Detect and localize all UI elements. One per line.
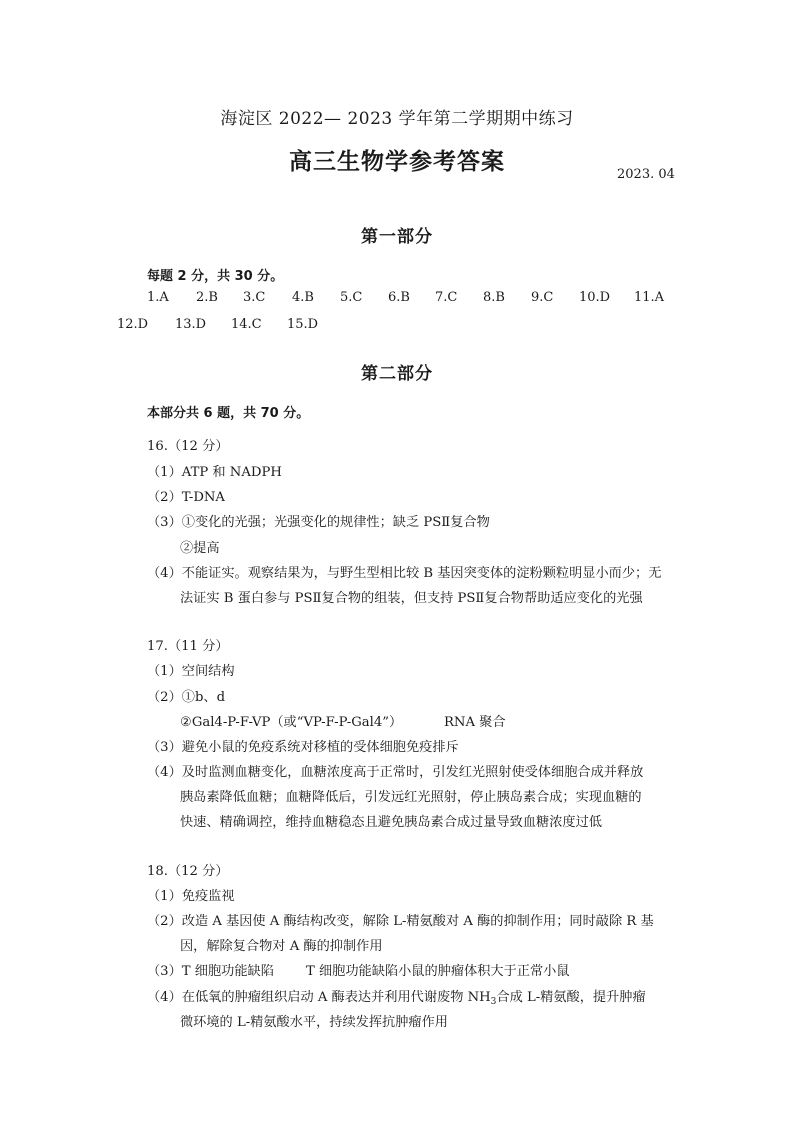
part2-heading: 第二部分: [361, 364, 433, 384]
q17-line: ②Gal4-P-F-VP（或“VP-F-P-Gal4”）: [180, 715, 403, 730]
answer-4: 4.B: [292, 290, 314, 305]
q18-line: 微环境的 L-精氨酸水平，持续发挥抗肿瘤作用: [180, 1015, 448, 1030]
answer-3: 3.C: [243, 290, 266, 305]
part2-note: 本部分共 6 题，共 70 分。: [147, 406, 310, 421]
answer-9: 9.C: [531, 290, 554, 305]
answer-8: 8.B: [483, 290, 505, 305]
q18-line: （2）改造 A 基因使 A 酶结构改变，解除 L-精氨酸对 A 酶的抑制作用；同时敲除 R 基: [147, 914, 654, 929]
answer-12: 12.D: [117, 317, 149, 332]
q16-line: （2）T-DNA: [147, 490, 225, 505]
answer-1: 1.A: [147, 290, 169, 305]
part1-heading: 第一部分: [361, 227, 433, 247]
q17-line: 胰岛素降低血糖；血糖降低后，引发远红光照射，停止胰岛素合成；实现血糖的: [180, 790, 642, 805]
q18-line: [147, 986, 646, 1007]
q17-line: RNA 聚合: [444, 715, 506, 730]
q16-line: 法证实 B 蛋白参与 PSⅡ复合物的组装，但支持 PSⅡ复合物帮助适应变化的光强: [180, 591, 643, 606]
q16-line: （3）①变化的光强；光强变化的规律性；缺乏 PSⅡ复合物: [147, 515, 490, 530]
q16-line: （1）ATP 和 NADPH: [147, 465, 282, 480]
q18-line: （1）免疫监视: [147, 889, 235, 904]
q16-heading: 16.（12 分）: [147, 439, 229, 454]
q17-line: （4）及时监测血糖变化，血糖浓度高于正常时，引发红光照射使受体细胞合成并释放: [147, 765, 644, 780]
document-subtitle: 高三生物学参考答案: [289, 149, 505, 175]
q17-line: （3）避免小鼠的免疫系统对移植的受体细胞免疫排斥: [147, 740, 459, 755]
answer-13: 13.D: [175, 317, 207, 332]
q18-line: 因，解除复合物对 A 酶的抑制作用: [180, 939, 383, 954]
answer-11: 11.A: [634, 290, 665, 305]
answer-7: 7.C: [435, 290, 458, 305]
answer-15: 15.D: [287, 317, 319, 332]
q16-line: （4）不能证实。观察结果为，与野生型相比较 B 基因突变体的淀粉颗粒明显小而少；无: [147, 566, 662, 581]
q18-line-part: 合成 L-精氨酸，提升肿瘤: [496, 990, 646, 1005]
answer-14: 14.C: [231, 317, 262, 332]
q16-line: ②提高: [180, 541, 220, 556]
answer-2: 2.B: [196, 290, 218, 305]
answer-10: 10.D: [579, 290, 611, 305]
q17-line: 快速、精确调控，维持血糖稳态且避免胰岛素合成过量导致血糖浓度过低: [180, 815, 602, 830]
subscript: 3: [490, 997, 497, 1007]
q17-heading: 17.（11 分）: [147, 639, 229, 654]
q17-line: （1）空间结构: [147, 664, 235, 679]
q18-heading: 18.（12 分）: [147, 864, 229, 879]
document-title: 海淀区 2022— 2023 学年第二学期期中练习: [220, 109, 574, 129]
answer-5: 5.C: [340, 290, 363, 305]
q18-line: T 细胞功能缺陷小鼠的肿瘤体积大于正常小鼠: [306, 964, 570, 979]
part1-note: 每题 2 分，共 30 分。: [147, 269, 284, 284]
q17-line: （2）①b、d: [147, 690, 226, 705]
document-date: 2023. 04: [617, 167, 675, 182]
q18-line-part: （4）在低氧的肿瘤组织启动 A 酶表达并利用代谢废物 NH: [147, 990, 491, 1005]
answer-6: 6.B: [388, 290, 410, 305]
q18-line: （3）T 细胞功能缺陷: [147, 964, 274, 979]
